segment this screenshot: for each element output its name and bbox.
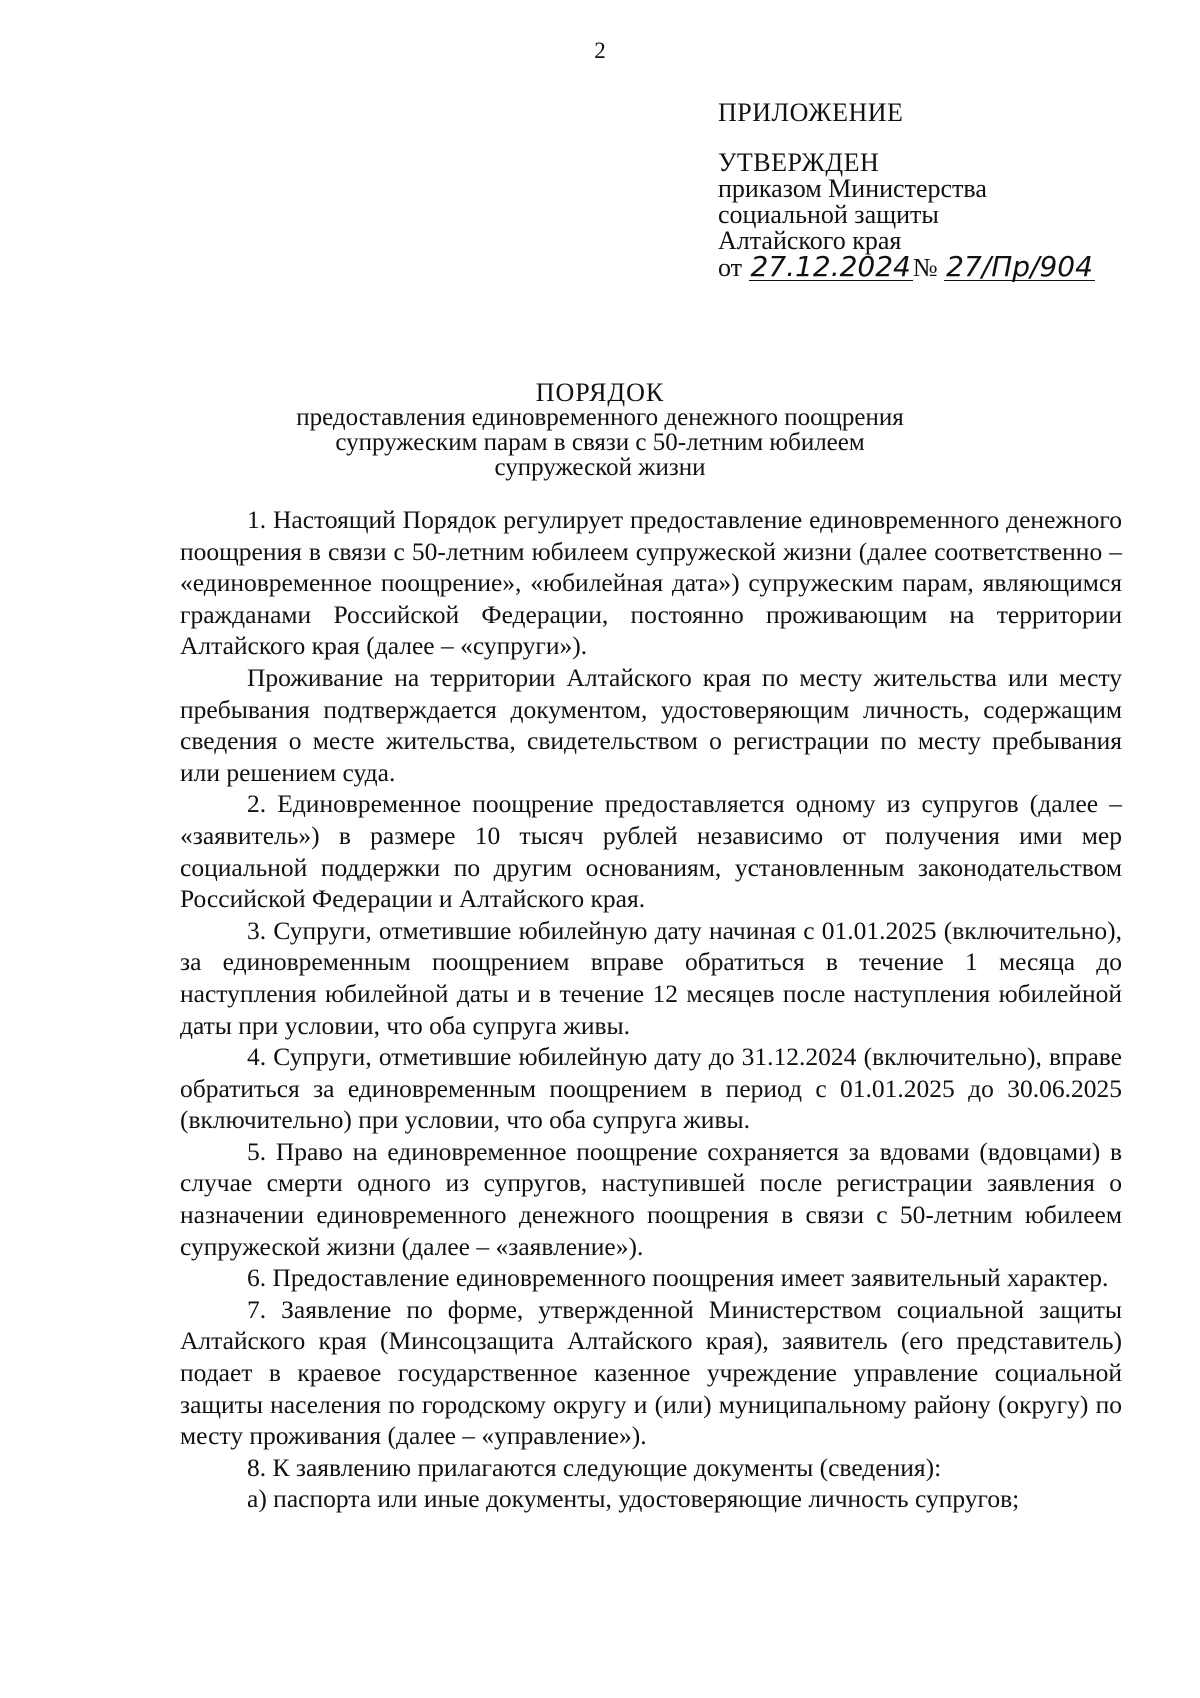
paragraph-5: 5. Право на единовременное поощрение сохраняется за вдовами (вдовцами) в случае смерти одного из супругов, наступившей после регистрации заявления о назначении единовременного денежного поощрения в связи с 50-летним юбилеем супружеской жизни (далее – «заявление»).	[180, 1136, 1122, 1261]
approval-block	[718, 100, 1158, 281]
appendix-label: ПРИЛОЖЕНИЕ	[718, 98, 904, 127]
paragraph-4: 4. Супруги, отметившие юбилейную дату до 31.12.2024 (включительно), вправе обратиться за единовременным поощрением в период с 01.01.2025 до 30.06.2025 (включительно) при условии, что оба супруга живы.	[180, 1042, 1122, 1135]
paragraph-8: 8. К заявлению прилагаются следующие документы (сведения):	[247, 1452, 942, 1482]
order-date: 27.12.2024	[750, 250, 911, 283]
order-number: 27/Пр/904	[946, 250, 1093, 283]
document-body	[180, 504, 1122, 1515]
paragraph-1: 1. Настоящий Порядок регулирует предоставление единовременного денежного поощрения в связи с 50-летним юбилеем супружеской жизни (далее соответственно – «единовременное поощрение», «юбилейная дата») супружеским парам, являющимся гражданами Российской Федерации, постоянно проживающим на территории Алтайского края (далее – «супруги»).	[180, 505, 1122, 661]
title-line: супружеской жизни	[494, 454, 706, 481]
document-title	[0, 380, 1200, 480]
paragraph-3: 3. Супруги, отметившие юбилейную дату начиная с 01.01.2025 (включительно), за единовременным поощрением вправе обратиться в течение 1 месяца до наступления юбилейной даты и в течение 12 месяцев после наступления юбилейной даты при условии, что оба супруга живы.	[180, 915, 1122, 1040]
approved-label: УТВЕРЖДЕН	[718, 148, 880, 177]
approval-line: социальной защиты	[718, 200, 939, 229]
order-date-number-line	[718, 250, 1158, 283]
page-number: 2	[594, 38, 606, 63]
number-sign: №	[912, 253, 938, 282]
paragraph-8a: а) паспорта или иные документы, удостоверяющие личность супругов;	[247, 1484, 1020, 1514]
title-line: супружеским парам в связи с 50-летним юбилеем	[335, 429, 865, 456]
title-line: предоставления единовременного денежного поощрения	[296, 404, 904, 431]
paragraph-2: 2. Единовременное поощрение предоставляется одному из супругов (далее – «заявитель») в размере 10 тысяч рублей независимо от получения ими мер социальной поддержки по другим основаниям, установленным законодательством Российской Федерации и Алтайского края.	[180, 789, 1122, 914]
date-prefix: от	[718, 253, 743, 282]
paragraph-6: 6. Предоставление единовременного поощрения имеет заявительный характер.	[247, 1263, 1109, 1293]
approval-line: приказом Министерства	[718, 174, 987, 203]
paragraph-7: 7. Заявление по форме, утвержденной Министерством социальной защиты Алтайского края (Минсоцзащита Алтайского края), заявитель (его представитель) подает в краевое государственное казенное учреждение управление социальной защиты населения по городскому округу и (или) муниципальному району (округу) по месту проживания (далее – «управление»).	[180, 1294, 1122, 1451]
title-heading: ПОРЯДОК	[535, 378, 665, 407]
paragraph-1-continued: Проживание на территории Алтайского края по месту жительства или месту пребывания подтверждается документом, удостоверяющим личность, содержащим сведения о месте жительства, свидетельством о регистрации по месту пребывания или решением суда.	[180, 662, 1122, 787]
approval-line: Алтайского края	[718, 226, 902, 255]
